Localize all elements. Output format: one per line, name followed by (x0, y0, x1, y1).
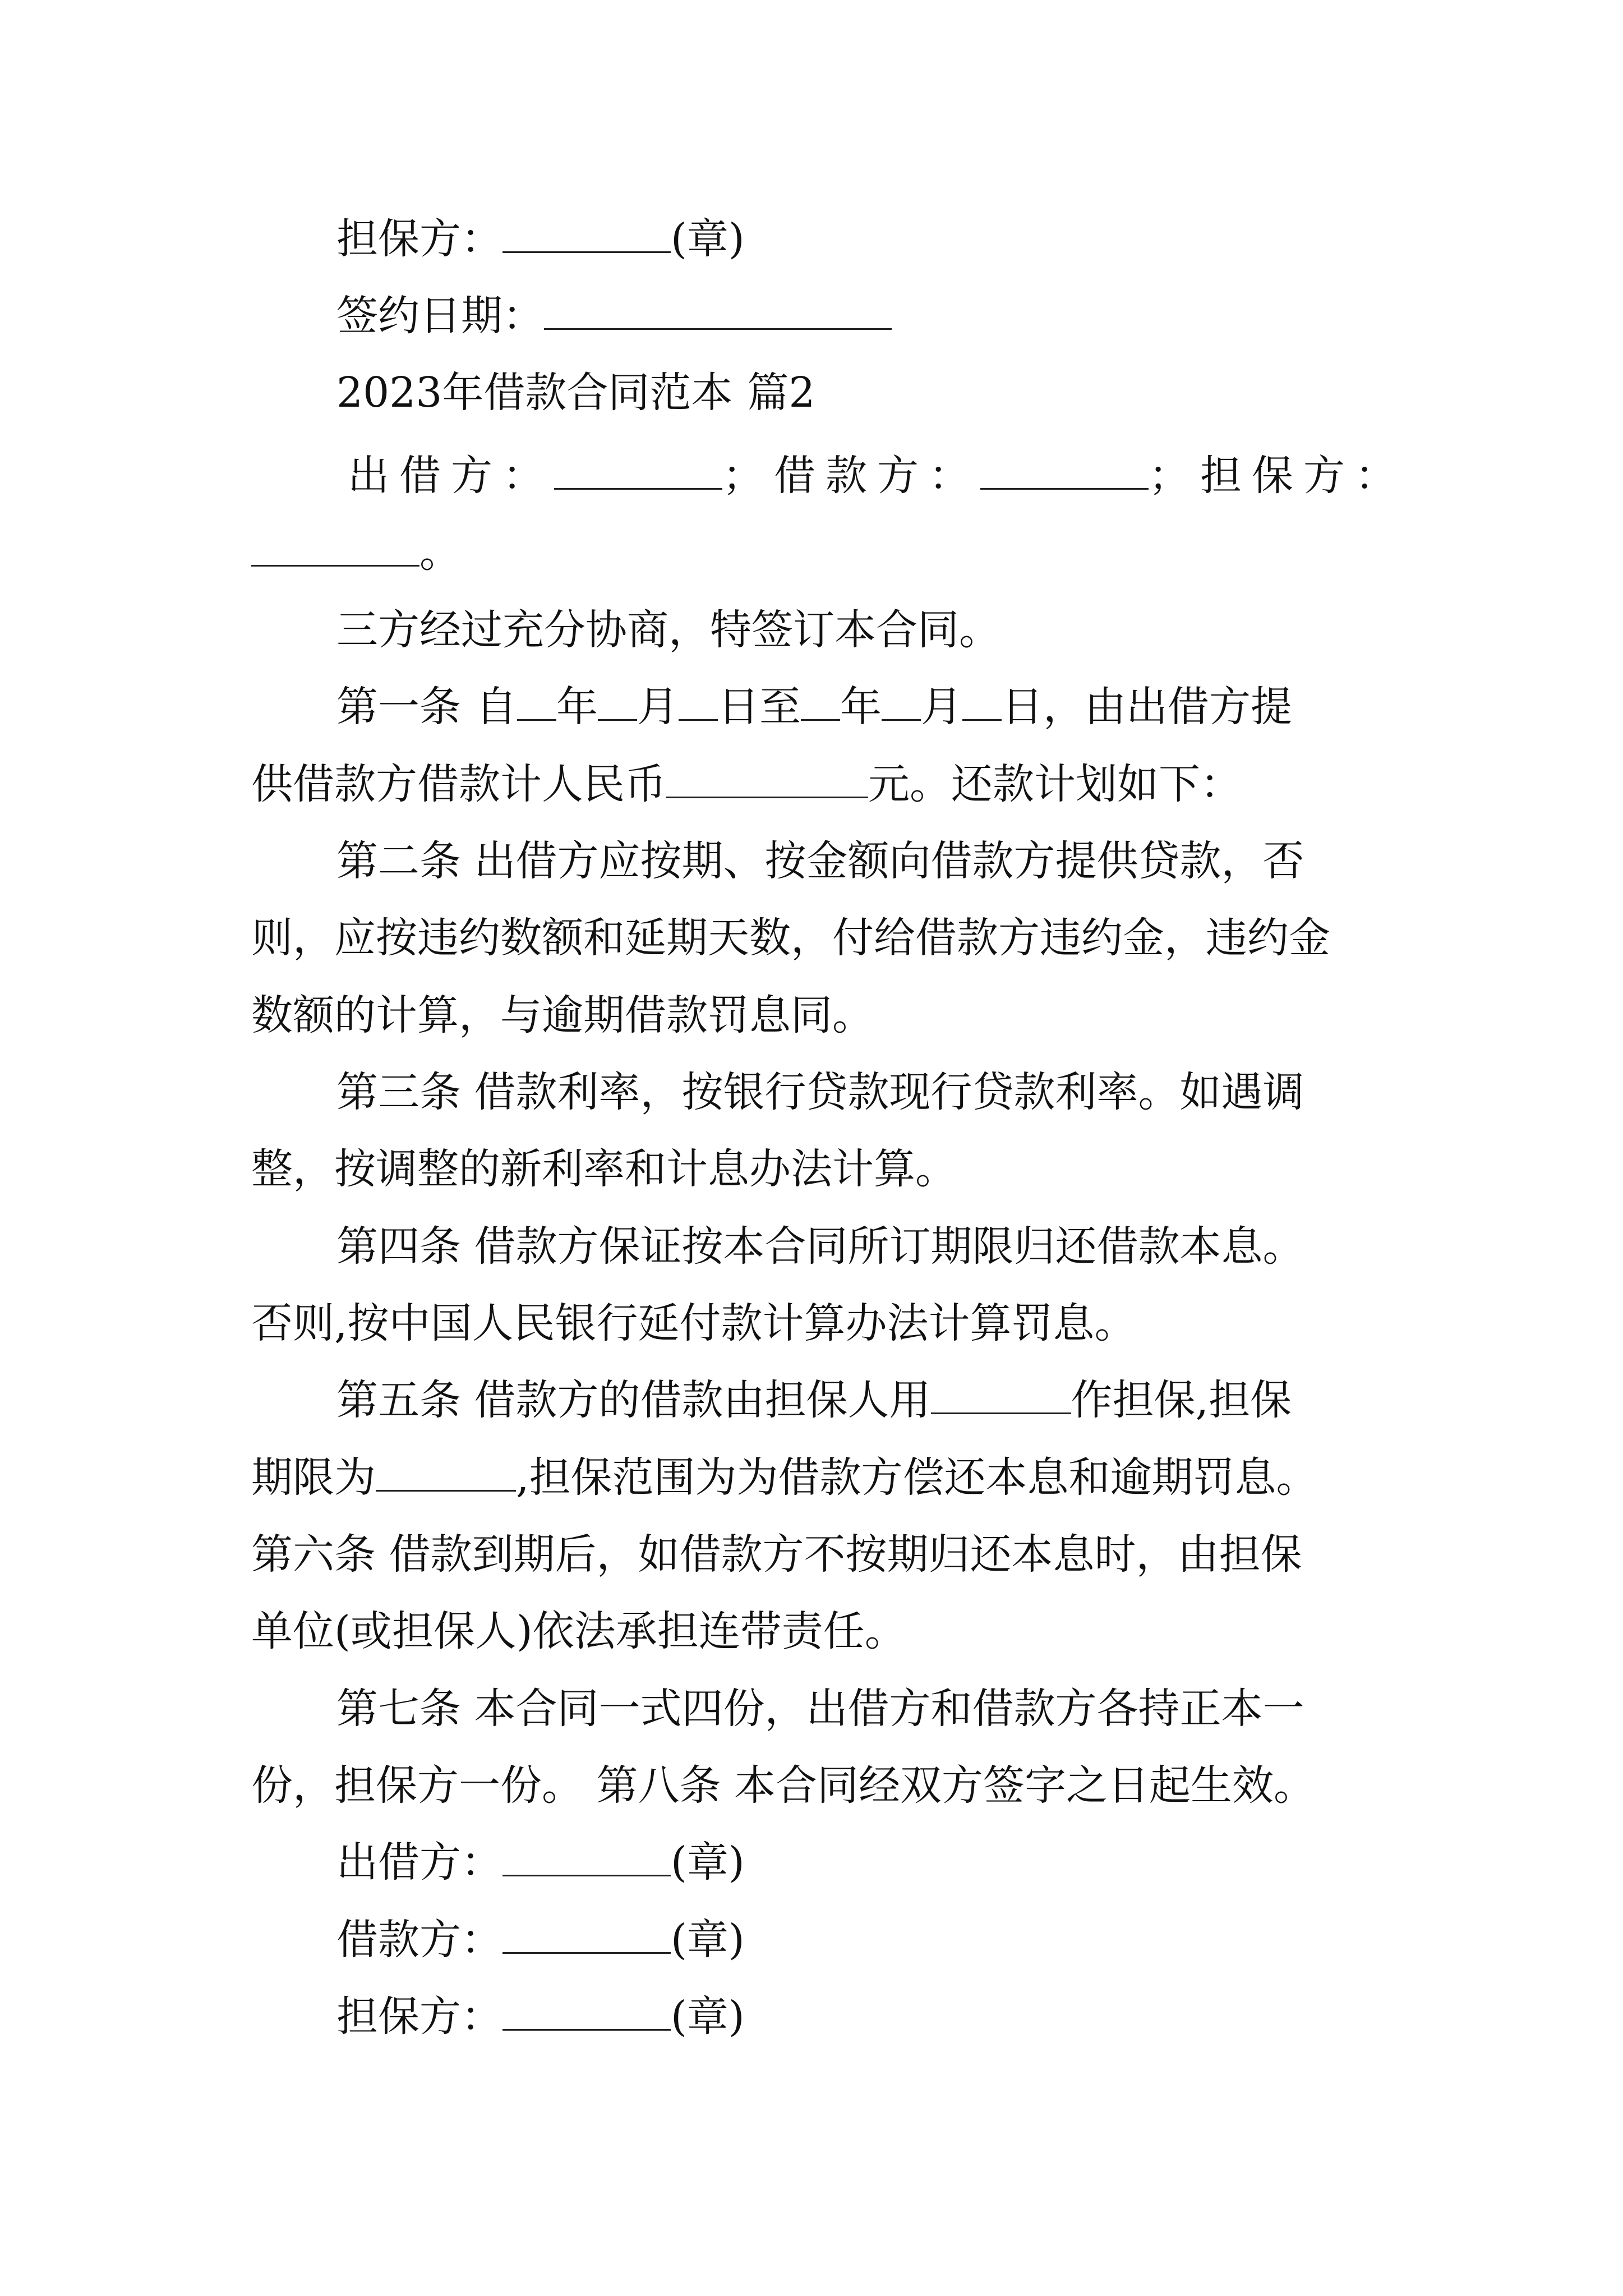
guarantor-blank (251, 529, 419, 567)
month-text: 月 (921, 683, 962, 731)
borrower-blank (980, 452, 1149, 490)
article-5-text: 期限为 (251, 1453, 376, 1502)
signing-date-line (336, 289, 892, 343)
article-2-line-1: 第二条 出借方应按期、按金额向借款方提供贷款，否 (336, 837, 1304, 885)
intro-paragraph: 三方经过充分协商，特签订本合同。 (336, 606, 1000, 654)
article-1-text: 供借款方借款计人民币 (251, 760, 666, 808)
signing-date-label: 签约日期： (336, 292, 544, 340)
article-5-text: ,担保范围为为借款方偿还本息和逾期罚息。 (516, 1453, 1318, 1502)
guarantor-signature-line (336, 212, 745, 266)
collateral-blank (931, 1377, 1071, 1414)
borrower-label: 借款方： (774, 452, 980, 500)
guarantor-label: 担保方： (1200, 452, 1407, 500)
start-month-blank (598, 683, 637, 721)
borrower-signature-line (336, 1913, 745, 1967)
contract-title: 2023年借款合同范本 (336, 369, 733, 417)
lender-label: 出借方： (348, 452, 554, 500)
article-6-line-2: 单位(或担保人)依法承担连带责任。 (251, 1607, 906, 1655)
article-2-line-2: 则，应按违约数额和延期天数，付给借款方违约金，违约金 (251, 914, 1330, 962)
article-3-line-2: 整，按调整的新利率和计息办法计算。 (251, 1145, 957, 1193)
article-4-line-2: 否则,按中国人民银行延付款计算办法计算罚息。 (251, 1299, 1136, 1347)
parties-line (348, 449, 1407, 503)
end-month-blank (882, 683, 921, 721)
end-year-blank (801, 683, 840, 721)
borrower-label: 借款方： (336, 1916, 502, 1964)
contract-section: 篇2 (747, 369, 815, 417)
article-5-line-1 (336, 1373, 1292, 1427)
lender-label: 出借方： (336, 1838, 502, 1887)
article-7-line-2: 份，担保方一份。 第八条 本合同经双方签字之日起生效。 (251, 1761, 1316, 1810)
seal-mark: (章) (671, 1993, 745, 2041)
article-3-line-1: 第三条 借款利率，按银行贷款现行贷款利率。如遇调 (336, 1068, 1304, 1116)
lender-blank (502, 1839, 671, 1876)
end-day-blank (962, 683, 1002, 721)
article-1-line-1 (336, 680, 1292, 734)
article-1-text: 日，由出借方提 (1002, 683, 1292, 731)
article-1-line-2 (251, 757, 1242, 811)
borrower-blank (502, 1916, 671, 1954)
month-text: 月 (637, 683, 679, 731)
guarantee-period-blank (376, 1454, 516, 1492)
seal-mark: (章) (671, 215, 745, 263)
parties-end: 。 (419, 528, 461, 577)
article-6-line-1: 第六条 借款到期后，如借款方不按期归还本息时，由担保 (251, 1530, 1302, 1579)
guarantor-label: 担保方： (336, 215, 502, 263)
article-7-line-1: 第七条 本合同一式四份，出借方和借款方各持正本一 (336, 1685, 1304, 1733)
article-1-label: 第一条 (336, 683, 461, 731)
guarantor-blank (502, 1993, 671, 2031)
article-5-line-2 (251, 1451, 1318, 1504)
guarantor-label: 担保方： (336, 1993, 502, 2041)
start-day-blank (679, 683, 718, 721)
parties-line-continued (251, 526, 461, 579)
article-4-line-1: 第四条 借款方保证按本合同所订期限归还借款本息。 (336, 1222, 1304, 1271)
guarantor-blank (502, 215, 671, 253)
article-1-text: 日至 (718, 683, 801, 731)
parties-separator: ； (1149, 452, 1200, 500)
parties-separator: ； (722, 452, 774, 500)
year-text: 年 (840, 683, 882, 731)
lender-blank (554, 452, 722, 490)
article-5-text: 作担保,担保 (1071, 1376, 1292, 1424)
signing-date-blank (544, 292, 892, 330)
article-1-text: 自 (476, 683, 517, 731)
seal-mark: (章) (671, 1838, 745, 1887)
start-year-blank (517, 683, 556, 721)
seal-mark: (章) (671, 1916, 745, 1964)
year-text: 年 (556, 683, 598, 731)
lender-signature-line (336, 1835, 745, 1889)
loan-amount-blank (666, 761, 868, 798)
article-5-text: 第五条 借款方的借款由担保人用 (336, 1376, 931, 1424)
guarantor-signature-line-bottom (336, 1990, 745, 2044)
contract-heading (336, 366, 815, 420)
article-1-text: 元。还款计划如下： (868, 760, 1242, 808)
article-2-line-3: 数额的计算，与逾期借款罚息同。 (251, 991, 874, 1039)
